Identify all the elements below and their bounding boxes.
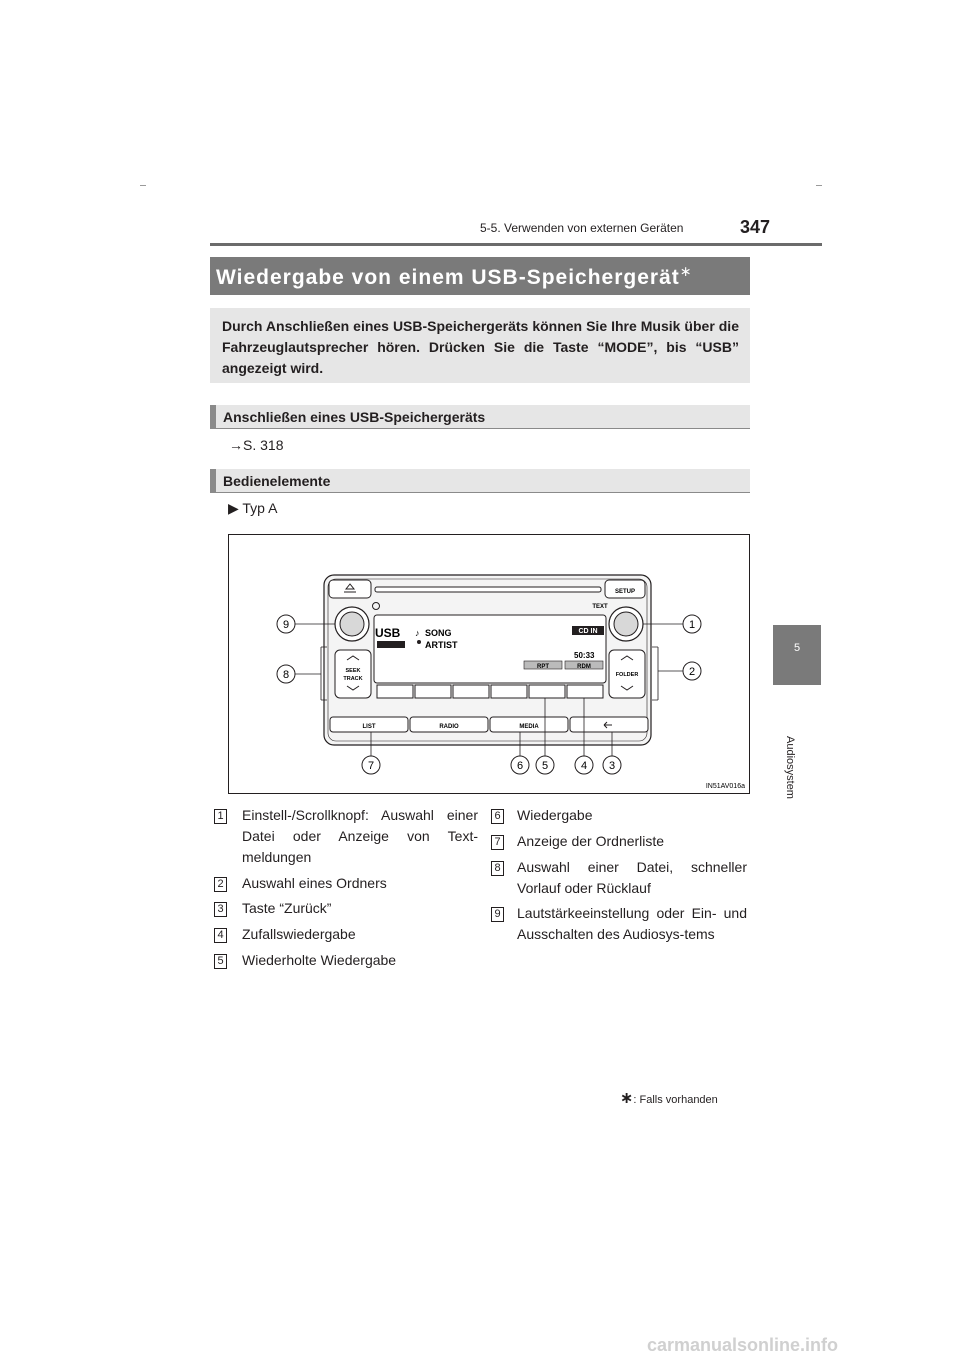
rdm-label: RDM xyxy=(577,664,591,670)
callout-8-label: 8 xyxy=(282,669,290,681)
asterisk-mark: ∗ xyxy=(620,1090,634,1107)
display-screen xyxy=(374,615,606,683)
legend-text: Einstell-/Scrollknopf: Auswahl einer Datei oder Anzeige von Text-meldungen xyxy=(242,807,478,865)
legend-number: 9 xyxy=(491,907,504,922)
heading-marker xyxy=(210,405,216,429)
media-label: MEDIA xyxy=(519,724,539,730)
legend-text: Wiedergabe xyxy=(517,807,593,823)
callout-2-label: 2 xyxy=(688,666,696,678)
volume-knob-center xyxy=(340,612,364,636)
callout-bracket xyxy=(652,647,658,700)
callout-1-label: 1 xyxy=(688,619,696,631)
footnote xyxy=(620,1088,718,1108)
seek-label: SEEK xyxy=(345,668,361,674)
tune-scroll-knob-center xyxy=(614,612,638,636)
legend-number: 4 xyxy=(214,928,227,943)
footnote-text: : Falls vorhanden xyxy=(633,1094,718,1106)
legend-text: Lautstärkeeinstellung oder Ein- und Ausschalten des Audiosys-tems xyxy=(517,905,747,942)
type-label: ▶ Typ A xyxy=(228,500,278,516)
legend-number: 7 xyxy=(491,835,504,850)
text-label: TEXT xyxy=(592,604,608,610)
section-heading-controls xyxy=(210,469,750,493)
section-header: 5-5. Verwenden von externen Geräten xyxy=(480,221,684,235)
usb-stick-icon xyxy=(377,641,405,648)
section-heading-connect xyxy=(210,405,750,429)
seek-track-button[interactable] xyxy=(335,650,371,698)
callout-3-label: 3 xyxy=(608,760,616,772)
list-label: LIST xyxy=(362,724,376,730)
callout-9-label: 9 xyxy=(282,619,290,631)
intro-text: Durch Anschließen eines USB-Speichergeräts können Sie Ihre Musik über die Fahrzeuglautsprecher hören. Drücken Sie die Taste “MODE”, bis “USB” angezeigt wird. xyxy=(222,318,739,376)
heading-marker xyxy=(210,469,216,493)
folder-label: FOLDER xyxy=(615,672,639,678)
music-note-icon: ♪ xyxy=(415,628,420,638)
setup-label: SETUP xyxy=(614,589,636,595)
preset-button-4[interactable] xyxy=(491,685,527,698)
header-rule xyxy=(210,243,822,246)
cd-slot xyxy=(375,587,601,592)
crop-mark xyxy=(140,185,146,186)
legend-text: Anzeige der Ordnerliste xyxy=(517,833,665,849)
radio-label: RADIO xyxy=(439,724,459,730)
legend-text: Auswahl eines Ordners xyxy=(242,875,387,891)
legend-number: 5 xyxy=(214,954,227,969)
page-reference-link[interactable]: →S. 318 xyxy=(229,437,284,453)
callout-4-label: 4 xyxy=(580,760,588,772)
audio-unit-figure xyxy=(228,534,750,794)
legend-text: Zufallswiedergabe xyxy=(242,926,356,942)
track-label: TRACK xyxy=(343,676,363,682)
display-song: SONG xyxy=(425,628,452,638)
preset-button-6-random[interactable] xyxy=(567,685,603,698)
display-artist: ARTIST xyxy=(425,640,458,650)
figure-code: IN51AV016a xyxy=(705,783,745,790)
preset-button-1[interactable] xyxy=(377,685,413,698)
crop-mark xyxy=(816,185,822,186)
cd-in-label: CD IN xyxy=(578,628,598,635)
rpt-label: RPT xyxy=(537,664,549,670)
chapter-number: 5 xyxy=(793,642,801,654)
chapter-label: Audiosystem xyxy=(784,736,796,799)
asterisk-mark: ∗ xyxy=(679,263,693,279)
legend-text: Taste “Zurück” xyxy=(242,900,332,916)
page-title xyxy=(216,263,693,290)
display-mode: USB xyxy=(375,626,401,640)
legend-text: Wiederholte Wiedergabe xyxy=(242,952,397,968)
display-time: 50:33 xyxy=(574,651,595,660)
legend-number: 6 xyxy=(491,809,504,824)
preset-button-2[interactable] xyxy=(415,685,451,698)
watermark: carmanualsonline.info xyxy=(647,1335,839,1355)
legend-number: 3 xyxy=(214,902,227,917)
preset-button-5-repeat[interactable] xyxy=(529,685,565,698)
artist-icon xyxy=(417,640,421,644)
callout-5-label: 5 xyxy=(541,760,549,772)
page-title-text: Wiedergabe von einem USB-Speichergerät xyxy=(216,266,680,289)
section-heading-connect-text: Anschließen eines USB-Speichergeräts xyxy=(223,409,486,425)
page-number: 347 xyxy=(740,217,771,237)
legend-number: 8 xyxy=(491,861,504,876)
legend-number: 2 xyxy=(214,877,227,892)
chapter-tab[interactable] xyxy=(773,625,821,685)
legend-number: 1 xyxy=(214,809,227,824)
audio-unit-drawing xyxy=(229,535,749,793)
callout-6-label: 6 xyxy=(516,760,524,772)
preset-button-3[interactable] xyxy=(453,685,489,698)
section-heading-controls-text: Bedienelemente xyxy=(223,473,331,489)
legend-text: Auswahl einer Datei, schneller Vorlauf oder Rücklauf xyxy=(517,859,747,896)
callout-7-label: 7 xyxy=(367,760,375,772)
